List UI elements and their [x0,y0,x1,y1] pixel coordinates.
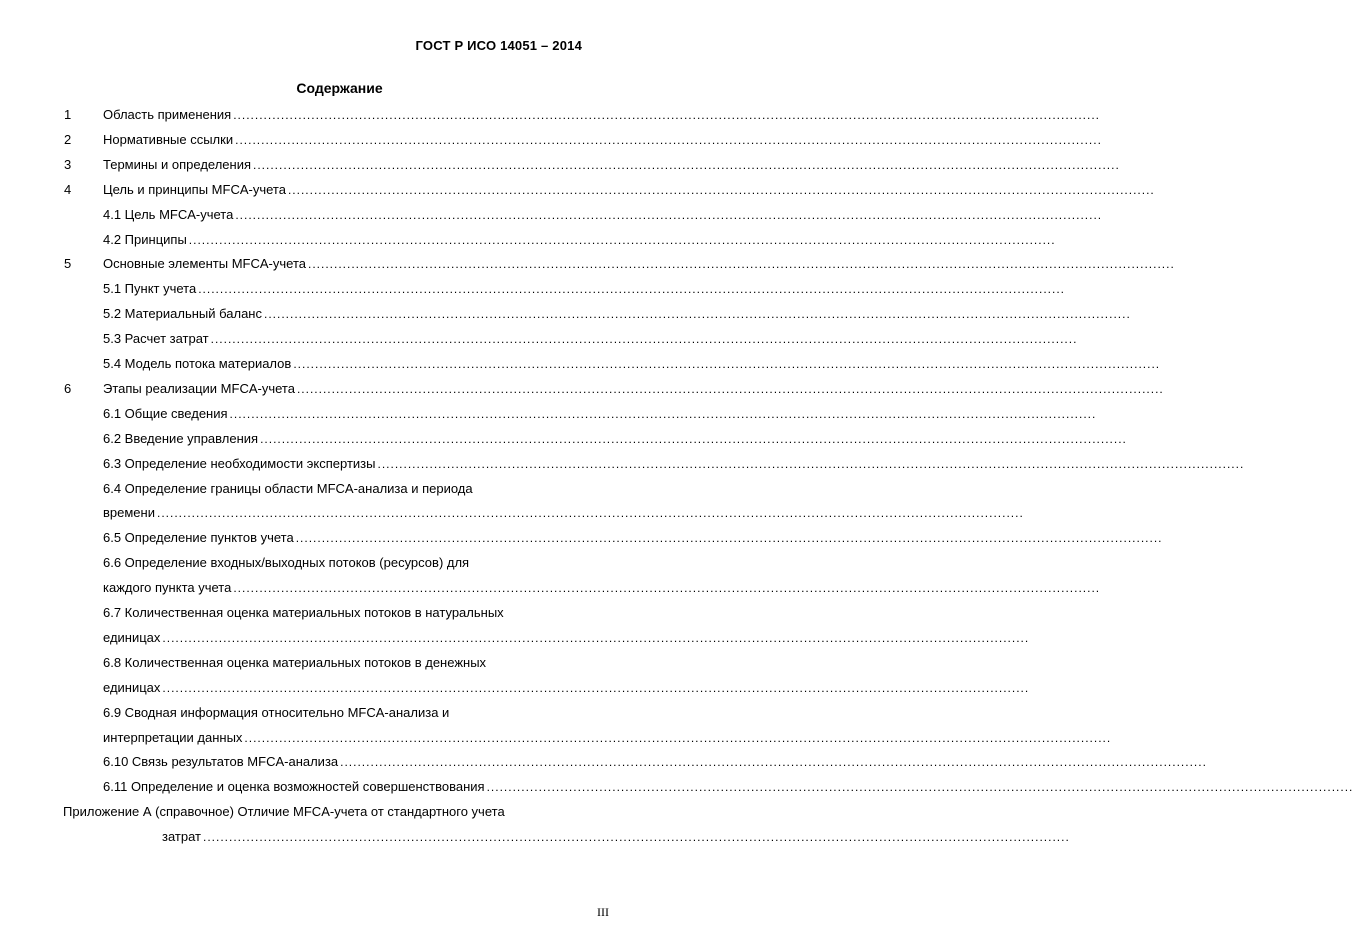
toc-entry-text: единицах [103,679,161,695]
toc-entry-continuation [0,629,1030,647]
dot-leader: ........................................................................................................................................................................................................ [293,357,1161,371]
dot-leader: ........................................................................................................................................................................................................ [210,332,1078,347]
toc-entry-text: 5.1 Пункт учета [103,281,197,297]
dot-leader: ........................................................................................................................................................................................................ [188,232,1056,247]
dot-leader: ........................................................................................................................................................................................................ [377,456,1245,471]
dot-leader: ........................................................................................................................................................................................................ [307,257,1175,272]
toc-entry-text: Нормативные ссылки [103,131,234,147]
toc-entry-text: 6.8 Количественная оценка материальных потоков в денежных [103,654,487,670]
toc-entry [0,106,1101,124]
toc-entry-number: 5 [64,256,72,272]
toc-entry [0,704,661,722]
dot-leader: ........................................................................................................................................................................................................ [156,506,1024,521]
toc-entry-continuation [0,579,1101,597]
dot-leader: ........................................................................................................................................................................................................ [260,431,1127,446]
toc-entry [0,480,661,498]
toc-entry [0,455,1245,473]
page-number: III [597,905,609,919]
toc-entry-number: 3 [64,156,72,172]
dot-leader: ........................................................................................................................................................................................................ [233,581,1101,596]
toc-entry-number: 2 [64,131,72,147]
toc-entry [0,405,1097,423]
toc-entry-text: затрат [162,829,201,845]
toc-entry-text: 4.1 Цель MFCA-учета [103,206,234,222]
dot-leader: ........................................................................................................................................................................................................ [287,182,1155,197]
dot-leader: ........................................................................................................................................................................................................ [296,381,1164,396]
toc-entry-text: интерпретации данных [103,729,243,745]
dot-leader: ........................................................................................................................................................................................................ [253,157,1120,172]
toc-entry-text: Этапы реализации MFCA-учета [103,380,295,396]
dot-leader: ........................................................................................................................................................................................................ [264,307,1131,322]
dot-leader: ........................................................................................................................................................................................................ [198,282,1066,297]
toc-entry [0,231,1056,249]
toc-title: Содержание [296,80,383,96]
document-code-header: ГОСТ Р ИСО 14051 – 2014 [415,38,582,53]
dot-leader: ........................................................................................................................................................................................................ [235,207,1103,222]
toc-entry-continuation [0,729,1112,747]
dot-leader: ........................................................................................................................................................................................................ [235,132,1102,147]
toc-entry-text: 6.1 Общие сведения [103,405,228,421]
dot-leader: ........................................................................................................................................................................................................ [233,108,1101,122]
toc-entry-continuation [0,679,1030,697]
toc-entry [0,778,1353,796]
toc-entry [0,430,1127,448]
dot-leader: ........................................................................................................................................................................................................ [340,755,1207,770]
toc-entry [0,654,661,672]
toc-entry-text: 4.2 Принципы [103,231,187,247]
toc-entry-text: 5.4 Модель потока материалов [103,356,292,371]
toc-entry-text: 6.6 Определение входных/выходных потоков (ресурсов) для [103,555,470,571]
dot-leader: ........................................................................................................................................................................................................ [244,730,1112,745]
toc-entry-text: каждого пункта учета [103,580,232,596]
toc-entry [0,380,1164,398]
dot-leader: ........................................................................................................................................................................................................ [162,630,1030,645]
toc-entry [0,355,1161,373]
toc-entry-text: 6.7 Количественная оценка материальных потоков в натуральных [103,605,504,620]
toc-entry-text: Приложение А (справочное) Отличие MFCA-учета от стандартного учета [63,804,505,820]
dot-leader: ........................................................................................................................................................................................................ [295,531,1163,546]
dot-leader: ........................................................................................................................................................................................................ [486,780,1353,795]
toc-entry-text: времени [103,505,155,521]
toc-entry [0,156,1120,174]
toc-entry [0,803,661,821]
toc-entry [0,181,1155,199]
toc-entry [0,131,1102,149]
toc-entry [0,529,1163,547]
toc-entry [0,604,661,622]
toc-entry-text: 6.2 Введение управления [103,430,259,446]
toc-entry-text: 6.9 Сводная информация относительно MFCA-анализа и [103,704,450,720]
toc-entry-text: 5.2 Материальный баланс [103,306,262,322]
toc-entry [0,255,1175,273]
dot-leader: ........................................................................................................................................................................................................ [229,406,1097,421]
toc-entry [0,753,1207,771]
toc-entry [0,206,1103,224]
toc-entry-continuation [0,828,1070,846]
toc-entry-text: 6.10 Связь результатов MFCA-анализа [103,754,339,770]
toc-entry-text: Термины и определения [103,156,252,172]
toc-entry [0,330,1078,348]
toc-entry-text: 6.11 Определение и оценка возможностей совершенствования [103,779,485,795]
toc-entry-text: единицах [103,629,161,645]
dot-leader: ........................................................................................................................................................................................................ [203,830,1070,845]
toc-entry-text: Цель и принципы MFCA-учета [103,181,286,197]
toc-entry-text: 6.5 Определение пунктов учета [103,530,294,546]
toc-entry-text: Основные элементы MFCA-учета [103,256,306,272]
toc-entry-text: 6.4 Определение границы области MFCA-анализа и периода [103,480,473,496]
dot-leader: ........................................................................................................................................................................................................ [162,680,1030,695]
toc-entry-number: 1 [64,107,72,122]
toc-entry-continuation [0,504,1024,522]
toc-entry-text: 6.3 Определение необходимости экспертизы [103,455,376,471]
toc-entry [0,554,661,572]
toc-entry [0,305,1131,323]
toc-entry-number: 6 [64,380,72,396]
toc-entry-text: Область применения [103,107,232,122]
toc-entry [0,280,1066,298]
toc-entry-number: 4 [64,181,72,197]
toc-entry-text: 5.3 Расчет затрат [103,331,209,347]
